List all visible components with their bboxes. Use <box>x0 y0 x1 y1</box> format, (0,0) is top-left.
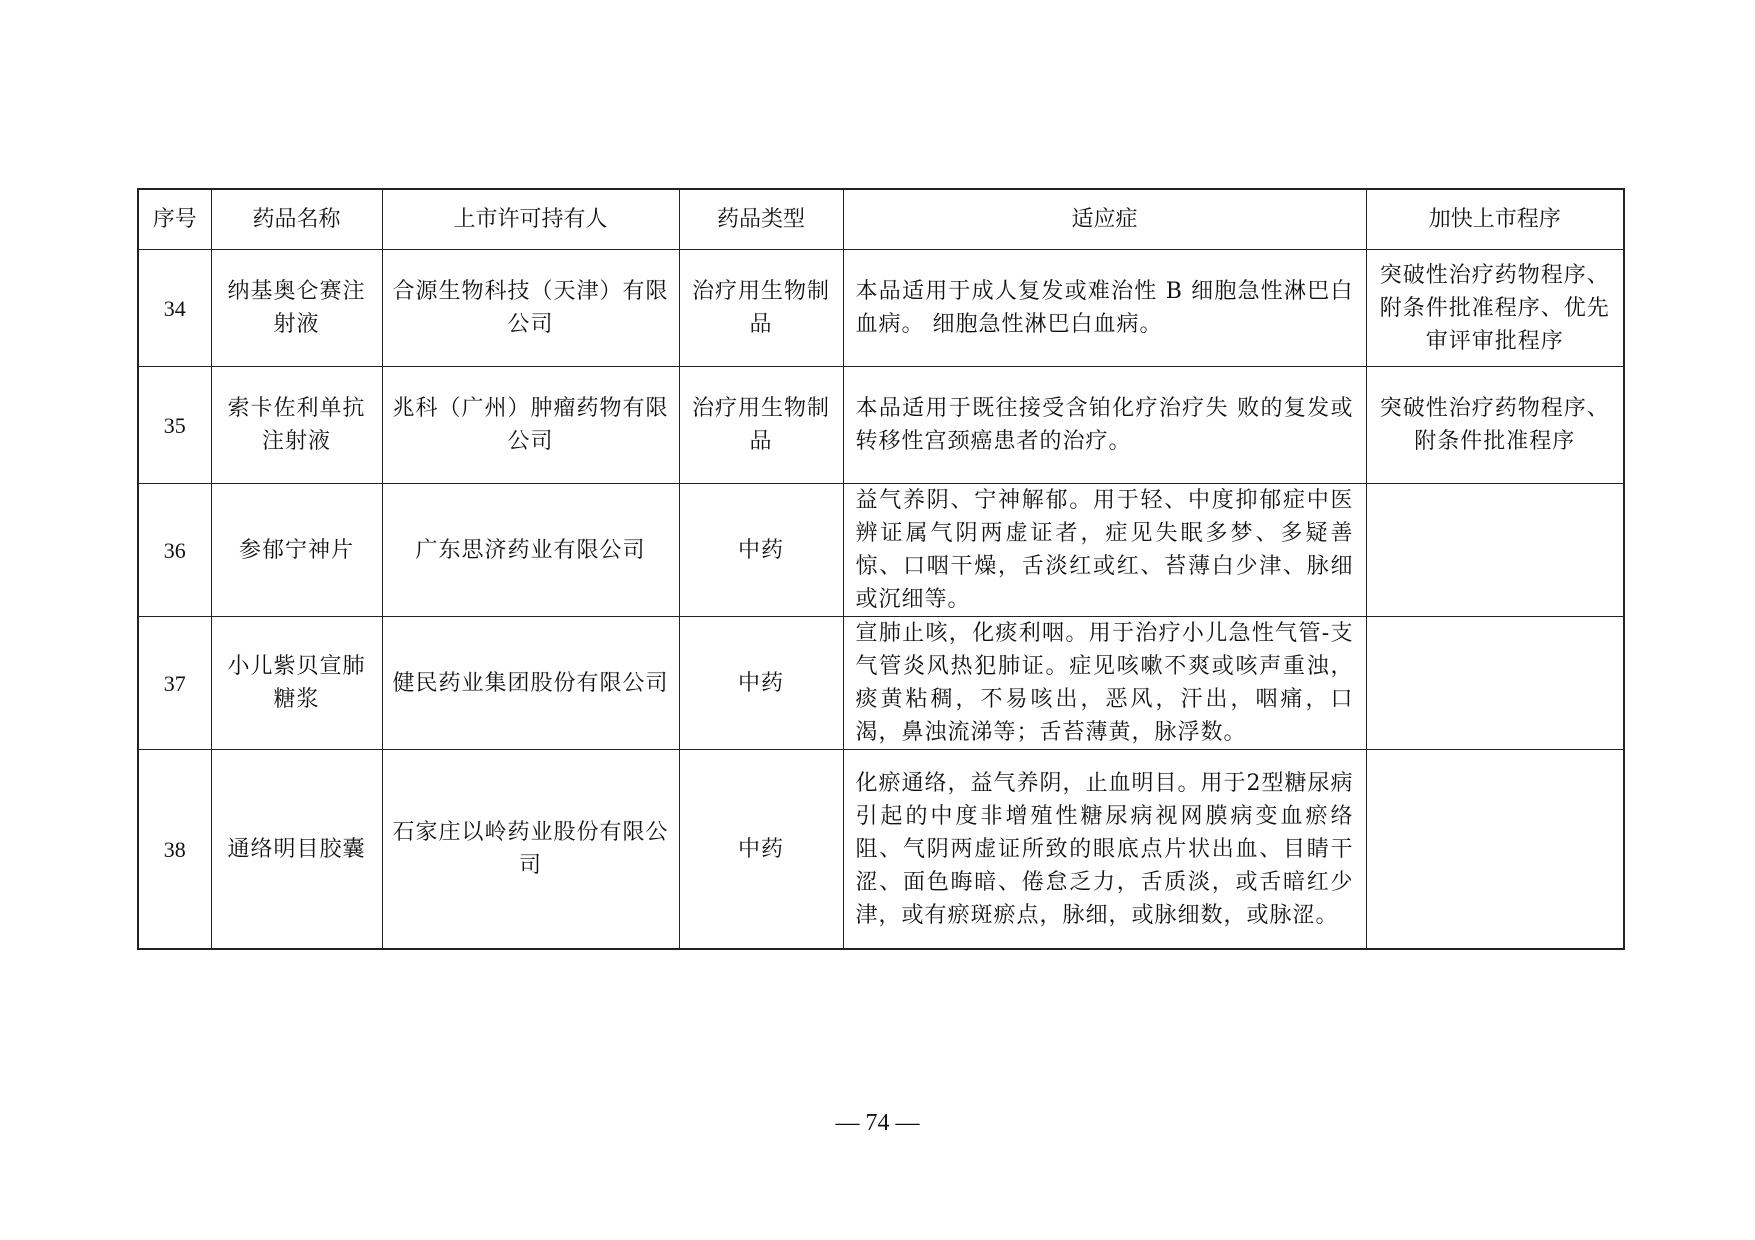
cell-drug-name: 参郁宁神片 <box>211 484 382 617</box>
header-program: 加快上市程序 <box>1366 189 1624 250</box>
cell-indication: 宣肺止咳，化痰利咽。用于治疗小儿急性气管-支气管炎风热犯肺证。症见咳嗽不爽或咳声重浊，痰黄粘稠，不易咳出，恶风，汗出，咽痛，口渴，鼻浊流涕等；舌苔薄黄，脉浮数。 <box>843 617 1366 750</box>
cell-program <box>1366 617 1624 750</box>
cell-holder: 健民药业集团股份有限公司 <box>382 617 679 750</box>
table-row <box>138 617 1624 750</box>
cell-no: 38 <box>138 750 211 950</box>
cell-drug-type: 中药 <box>679 617 843 750</box>
cell-drug-name: 索卡佐利单抗注射液 <box>211 367 382 484</box>
cell-indication: 化瘀通络，益气养阴，止血明目。用于2型糖尿病引起的中度非增殖性糖尿病视网膜病变血瘀络阻、气阴两虚证所致的眼底点片状出血、目睛干涩、面色晦暗、倦怠乏力，舌质淡，或舌暗红少津，或有瘀斑瘀点，脉细，或脉细数，或脉涩。 <box>843 750 1366 950</box>
cell-drug-name: 纳基奥仑赛注射液 <box>211 250 382 367</box>
cell-drug-name: 小儿紫贝宣肺糖浆 <box>211 617 382 750</box>
header-holder: 上市许可持有人 <box>382 189 679 250</box>
cell-holder: 兆科（广州）肿瘤药物有限公司 <box>382 367 679 484</box>
cell-no: 35 <box>138 367 211 484</box>
cell-no: 34 <box>138 250 211 367</box>
table-row <box>138 750 1624 950</box>
cell-indication: 本品适用于成人复发或难治性 B 细胞急性淋巴白血病。 细胞急性淋巴白血病。 <box>843 250 1366 367</box>
cell-program: 突破性治疗药物程序、附条件批准程序 <box>1366 367 1624 484</box>
cell-holder: 合源生物科技（天津）有限公司 <box>382 250 679 367</box>
header-drug-type: 药品类型 <box>679 189 843 250</box>
cell-indication: 本品适用于既往接受含铂化疗治疗失 败的复发或转移性宫颈癌患者的治疗。 <box>843 367 1366 484</box>
table-header-row <box>138 189 1624 250</box>
header-no: 序号 <box>138 189 211 250</box>
cell-drug-type: 治疗用生物制品 <box>679 367 843 484</box>
header-indication: 适应症 <box>843 189 1366 250</box>
cell-indication: 益气养阴、宁神解郁。用于轻、中度抑郁症中医辨证属气阴两虚证者，症见失眠多梦、多疑善惊、口咽干燥，舌淡红或红、苔薄白少津、脉细或沉细等。 <box>843 484 1366 617</box>
cell-no: 37 <box>138 617 211 750</box>
cell-program <box>1366 750 1624 950</box>
cell-drug-type: 中药 <box>679 750 843 950</box>
header-drug-name: 药品名称 <box>211 189 382 250</box>
cell-drug-type: 中药 <box>679 484 843 617</box>
cell-holder: 石家庄以岭药业股份有限公司 <box>382 750 679 950</box>
cell-program <box>1366 484 1624 617</box>
page-number: — 74 — <box>835 1110 920 1136</box>
cell-drug-name: 通络明目胶囊 <box>211 750 382 950</box>
cell-holder: 广东思济药业有限公司 <box>382 484 679 617</box>
table-row <box>138 250 1624 367</box>
table-row <box>138 484 1624 617</box>
table-row <box>138 367 1624 484</box>
drug-table <box>137 188 1625 950</box>
cell-program: 突破性治疗药物程序、附条件批准程序、优先审评审批程序 <box>1366 250 1624 367</box>
cell-drug-type: 治疗用生物制品 <box>679 250 843 367</box>
cell-no: 36 <box>138 484 211 617</box>
